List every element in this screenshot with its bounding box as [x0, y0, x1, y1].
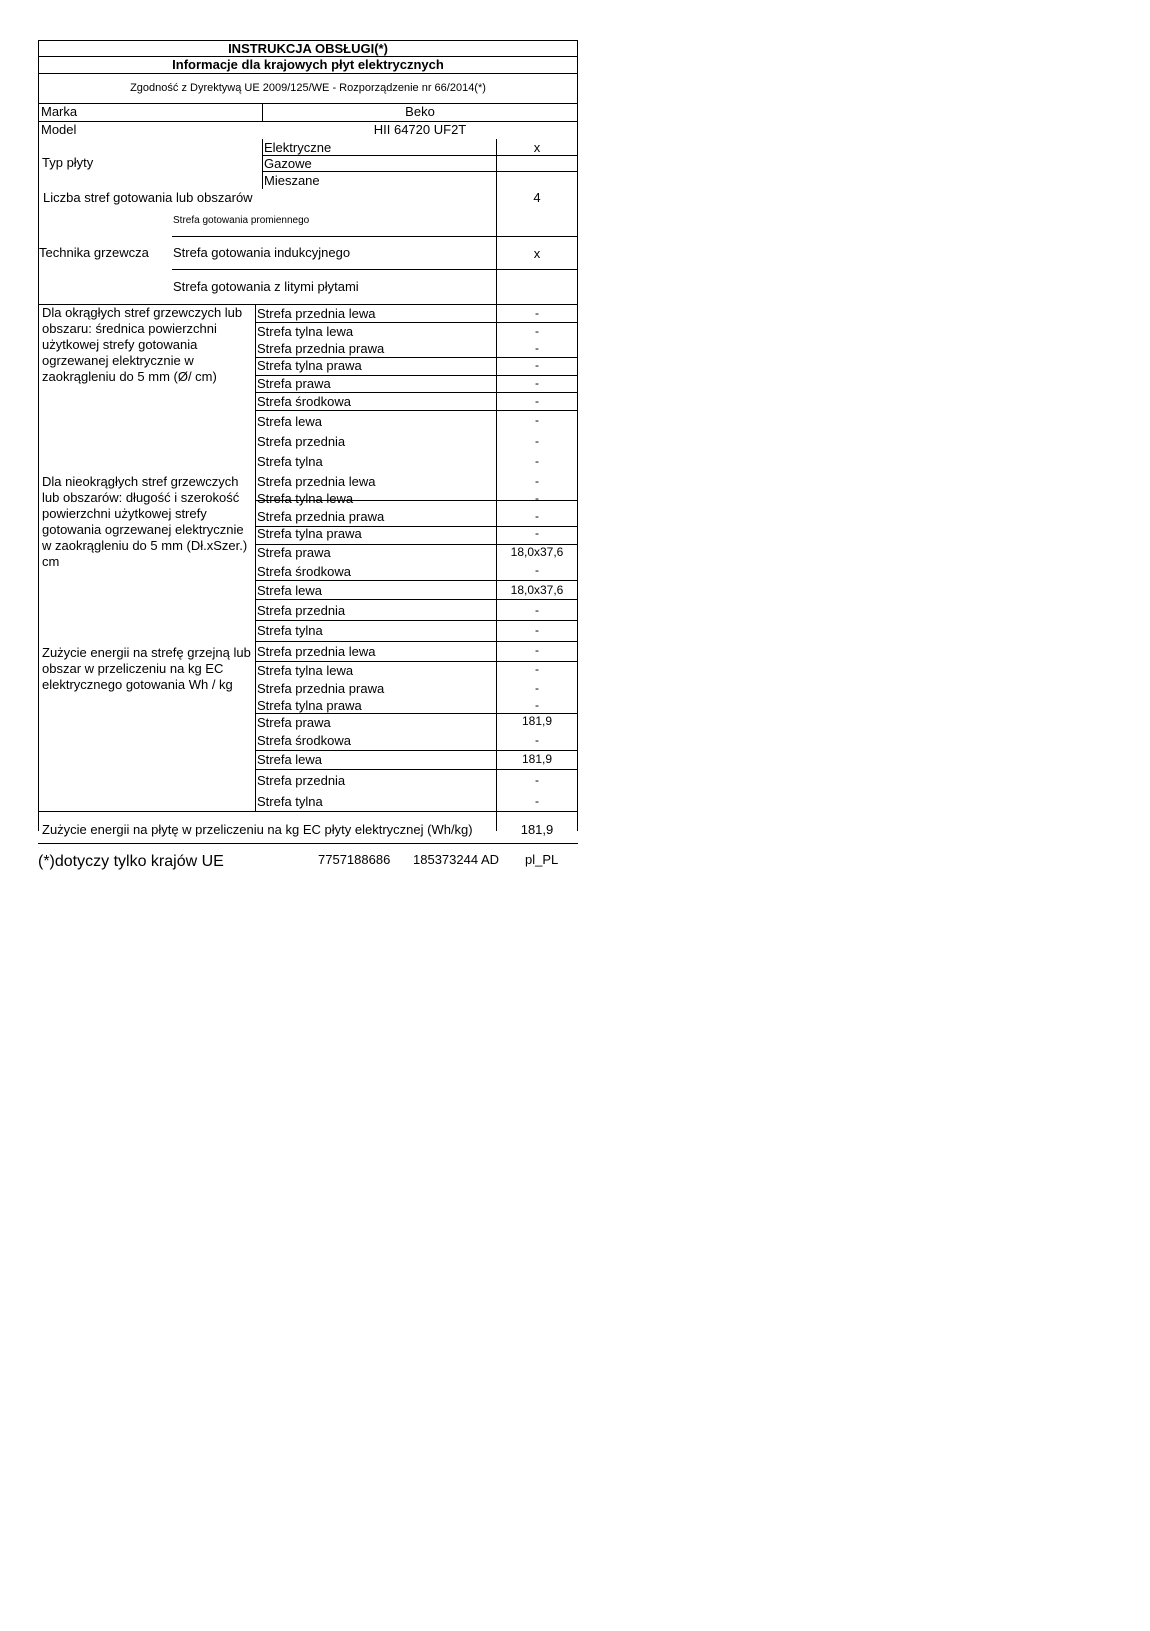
zone-name: Strefa tylna prawa: [257, 358, 362, 373]
zone-name: Strefa tylna lewa: [257, 663, 354, 678]
zone-value: -: [535, 324, 539, 338]
zone-value: -: [535, 413, 539, 427]
rule: [255, 750, 578, 751]
zone-value: 181,9: [521, 752, 553, 766]
zone-name: Strefa środkowa: [257, 394, 351, 409]
zone-name: Strefa tylna: [257, 794, 323, 809]
zone-value: -: [535, 306, 539, 320]
zone-name: Strefa przednia prawa: [257, 681, 385, 696]
compliance-note: Zgodność z Dyrektywą UE 2009/125/WE - Rozporządzenie nr 66/2014(*): [130, 82, 486, 94]
doc-subtitle: Informacje dla krajowych płyt elektrycznych: [172, 57, 444, 72]
zone-value: -: [535, 643, 539, 657]
zone-name: Strefa prawa: [257, 715, 331, 730]
zone-value: -: [535, 681, 539, 695]
rule: [38, 103, 578, 104]
zone-name: Strefa tylna lewa: [257, 324, 354, 339]
hob-type-value: x: [533, 140, 541, 155]
zone-name: Strefa tylna prawa: [257, 698, 362, 713]
rule: [496, 139, 497, 305]
zone-value: 18,0x37,6: [510, 583, 564, 597]
rule: [172, 236, 578, 237]
zones-count-label: Liczba stref gotowania lub obszarów: [43, 190, 253, 205]
heating-tech-option: Strefa gotowania promiennego: [173, 215, 310, 226]
rule: [255, 641, 578, 642]
zone-name: Strefa tylna: [257, 454, 323, 469]
table-border-left: [38, 40, 39, 831]
rule: [172, 269, 578, 270]
footer-code-2: 185373244 AD: [413, 852, 500, 867]
heating-tech-option: Strefa gotowania z litymi płytami: [173, 279, 359, 294]
zones-count-value: 4: [533, 190, 541, 205]
hob-type-option: Elektryczne: [264, 140, 332, 155]
zone-name: Strefa przednia lewa: [257, 306, 376, 321]
zone-value: -: [535, 509, 539, 523]
rule: [255, 392, 578, 393]
rule: [255, 769, 578, 770]
zone-value: -: [535, 733, 539, 747]
rule: [262, 171, 578, 172]
model-value: HII 64720 UF2T: [373, 122, 467, 137]
nonround-zones-label: Dla nieokrągłych stref grzewczych lub obszarów: długość i szerokość powierzchni użytkowej strefy gotowania ogrzewanej elektrycznie w zaokrągleniu do 5 mm (Dł.xSzer.) cm: [42, 474, 248, 569]
zone-name: Strefa środkowa: [257, 564, 351, 579]
zone-name: Strefa przednia: [257, 603, 346, 618]
rule: [262, 139, 263, 189]
zone-name: Strefa prawa: [257, 545, 331, 560]
rule: [255, 410, 578, 411]
hob-type-option: Mieszane: [264, 173, 320, 188]
footer-locale: pl_PL: [525, 852, 559, 867]
energy-zones-label: Zużycie energii na strefę grzejną lub obszar w przeliczeniu na kg EC elektrycznego gotowania Wh / kg: [42, 645, 251, 692]
hob-type-label: Typ płyty: [42, 155, 94, 170]
rule: [255, 599, 578, 600]
rule: [255, 620, 578, 621]
zone-value: -: [535, 526, 539, 540]
zone-name: Strefa tylna prawa: [257, 526, 362, 541]
zone-name: Strefa lewa: [257, 414, 323, 429]
rule: [38, 73, 578, 74]
model-label: Model: [41, 122, 77, 137]
zone-name: Strefa przednia: [257, 434, 346, 449]
brand-label: Marka: [41, 104, 78, 119]
total-energy-value: 181,9: [520, 822, 554, 837]
heating-tech-label: Technika grzewcza: [39, 245, 149, 260]
zone-name: Strefa tylna: [257, 623, 323, 638]
zone-name: Strefa przednia: [257, 773, 346, 788]
brand-value: Beko: [405, 104, 435, 119]
zone-value: -: [535, 563, 539, 577]
zone-value: -: [535, 434, 539, 448]
rule: [38, 843, 578, 844]
zone-value: -: [535, 491, 539, 505]
zone-value: -: [535, 394, 539, 408]
zone-name: Strefa tylna lewa: [257, 491, 354, 506]
footer-code-1: 7757188686: [318, 852, 391, 867]
zone-value: -: [535, 698, 539, 712]
total-energy-label: Zużycie energii na płytę w przeliczeniu na kg EC płyty elektrycznej (Wh/kg): [42, 822, 473, 837]
zone-value: -: [535, 358, 539, 372]
heating-tech-option: Strefa gotowania indukcyjnego: [173, 245, 351, 260]
round-zones-label: Dla okrągłych stref grzewczych lub obszaru: średnica powierzchni użytkowej strefy gotowania ogrzewanej elektrycznie w zaokrągleniu do 5 mm (Ø/ cm): [42, 305, 243, 384]
zone-value: -: [535, 794, 539, 808]
zone-value: -: [535, 623, 539, 637]
hob-type-option: Gazowe: [264, 156, 312, 171]
rule: [38, 121, 578, 122]
rule: [255, 661, 578, 662]
zone-value: -: [535, 454, 539, 468]
zone-name: Strefa przednia prawa: [257, 341, 385, 356]
zone-name: Strefa przednia prawa: [257, 509, 385, 524]
zone-value: -: [535, 474, 539, 488]
heating-tech-value: x: [533, 246, 541, 261]
footer-note: (*)dotyczy tylko krajów UE: [38, 853, 224, 870]
zone-name: Strefa lewa: [257, 752, 323, 767]
zone-value: -: [535, 376, 539, 390]
zone-value: 18,0x37,6: [510, 545, 564, 559]
zone-name: Strefa przednia lewa: [257, 644, 376, 659]
rule: [255, 304, 256, 811]
zone-value: -: [535, 662, 539, 676]
zone-value: -: [535, 773, 539, 787]
rule: [255, 580, 578, 581]
zone-value: -: [535, 603, 539, 617]
zone-name: Strefa prawa: [257, 376, 331, 391]
rule: [38, 811, 578, 812]
zone-value: -: [535, 341, 539, 355]
zone-value: 181,9: [521, 714, 553, 728]
doc-title: INSTRUKCJA OBSŁUGI(*): [228, 41, 388, 56]
zone-name: Strefa przednia lewa: [257, 474, 376, 489]
zone-name: Strefa lewa: [257, 583, 323, 598]
rule: [255, 322, 578, 323]
zone-name: Strefa środkowa: [257, 733, 351, 748]
